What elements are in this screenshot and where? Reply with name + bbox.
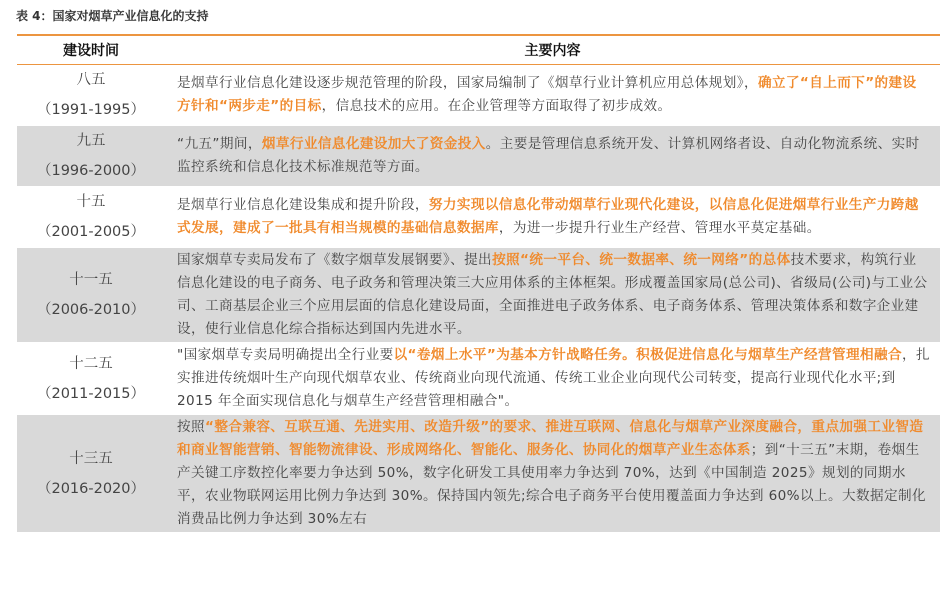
informatization-support-table [17,34,940,533]
table-row [17,126,940,187]
content-text: 。主要是管理信息系统开发、计算机网络者设、自动化物流系统、实时监控系统和信息化技术标准规范等方面。 [177,136,920,175]
period-cell [17,187,165,248]
content-text: "国家烟草专卖局明确提出全行业要 [177,347,394,363]
content-highlight: “整合兼容、互联互通、先进实用、改造升级”的要求、推进互联网、信息化与烟草产业深度融合，重点加强工业智造和商业智能营销、智能物流律设、形成网络化、智能化、服务化、协同化的烟草产业生态体系 [177,419,924,458]
content-cell [165,187,940,248]
table-row [17,415,940,533]
period-name: 十二五 [69,355,113,372]
table-row [17,65,940,126]
content-cell [165,343,940,415]
content-text: 是烟草行业信息化建设逐步规范管理的阶段，国家局编制了《烟草行业计算机应用总体规划》， [177,75,758,91]
period-years: （1996-2000） [36,163,146,179]
period-cell [17,415,165,533]
period-name: 十一五 [69,272,113,288]
table-header-row [17,35,940,65]
table-row [17,248,940,343]
period-years: （2006-2010） [36,302,146,318]
period-years: （2016-2020） [36,480,146,497]
content-text: 技术要求，构筑行业信息化建设的电子商务、电子政务和管理决策三大应用体系的主体框架。形成覆盖国家局(总公司)、省级局(公司)与工业公司、工商基层企业三个应用层面的信息化建设局面，全面推进电子政务体系、电子商务体系、管理决策体系和数字企业建设，使行业信息化综合指标达到国内先进水平。 [177,252,928,337]
content-text: ，为进一步提升行业生产经营、管理水平莫定基础。 [498,220,821,236]
content-text: ；到“十三五”末期，卷烟生产关键工序数控化率要力争达到 50%，数字化研发工具使用率力争达到 70%，达到《中国制造 2025》规划的同期水平，农业物联网运用比例力争达到 30%。保持国内领先;综合电子商务平台使用覆盖面力争达到 60%以上。大数据定制化消费品比例力争达到 30%左右 [177,442,926,527]
content-text: 国家烟草专卖局发布了《数字烟草发展钢要》、提出 [177,252,493,268]
period-name: 十三五 [69,450,113,467]
content-cell [165,65,940,126]
header-content: 主要内容 [165,35,940,65]
content-text: “九五”期间， [177,136,262,152]
period-name: 九五 [76,133,106,149]
period-name: 八五 [76,72,106,88]
content-highlight: 按照“统一平台、统一数据率、统一网络”的总体 [492,252,791,268]
content-highlight: 确立了“自上而下”的建设方针和“两步走”的目标 [177,75,917,114]
period-years: （1991-1995） [36,102,146,118]
table-row [17,187,940,248]
period-cell [17,248,165,343]
content-highlight: 努力实现以信息化带动烟草行业现代化建设，以信息化促进烟草行业生产力跨越式发展，建成了一批具有相当规模的基础信息数据库 [177,197,919,236]
header-period: 建设时间 [17,35,165,65]
content-highlight: 以“卷烟上水平”为基本方针战略任务。积极促进信息化与烟草生产经营管理相融合 [393,347,903,363]
content-text: 是烟草行业信息化建设集成和提升阶段， [177,197,429,213]
period-cell [17,126,165,187]
content-cell [165,248,940,343]
content-text: ，扎实推进传统烟叶生产向现代烟草农业、传统商业向现代流通、传统工业企业向现代公司转变，提高行业现代化水平;到 2015 年全面实现信息化与烟草生产经营管理相融合"。 [177,347,931,409]
content-cell [165,126,940,187]
period-years: （2001-2005） [36,224,146,240]
period-years: （2011-2015） [36,385,146,402]
table-row [17,343,940,415]
content-text: 按照 [177,419,205,435]
content-highlight: 烟草行业信息化建设加大了资金投入 [261,136,486,152]
period-cell [17,343,165,415]
content-text: ，信息技术的应用。在企业管理等方面取得了初步成效。 [321,98,672,114]
content-cell [165,415,940,533]
period-name: 十五 [76,194,106,210]
period-cell [17,65,165,126]
table-caption: 表 4：国家对烟草产业信息化的支持 [16,9,209,23]
